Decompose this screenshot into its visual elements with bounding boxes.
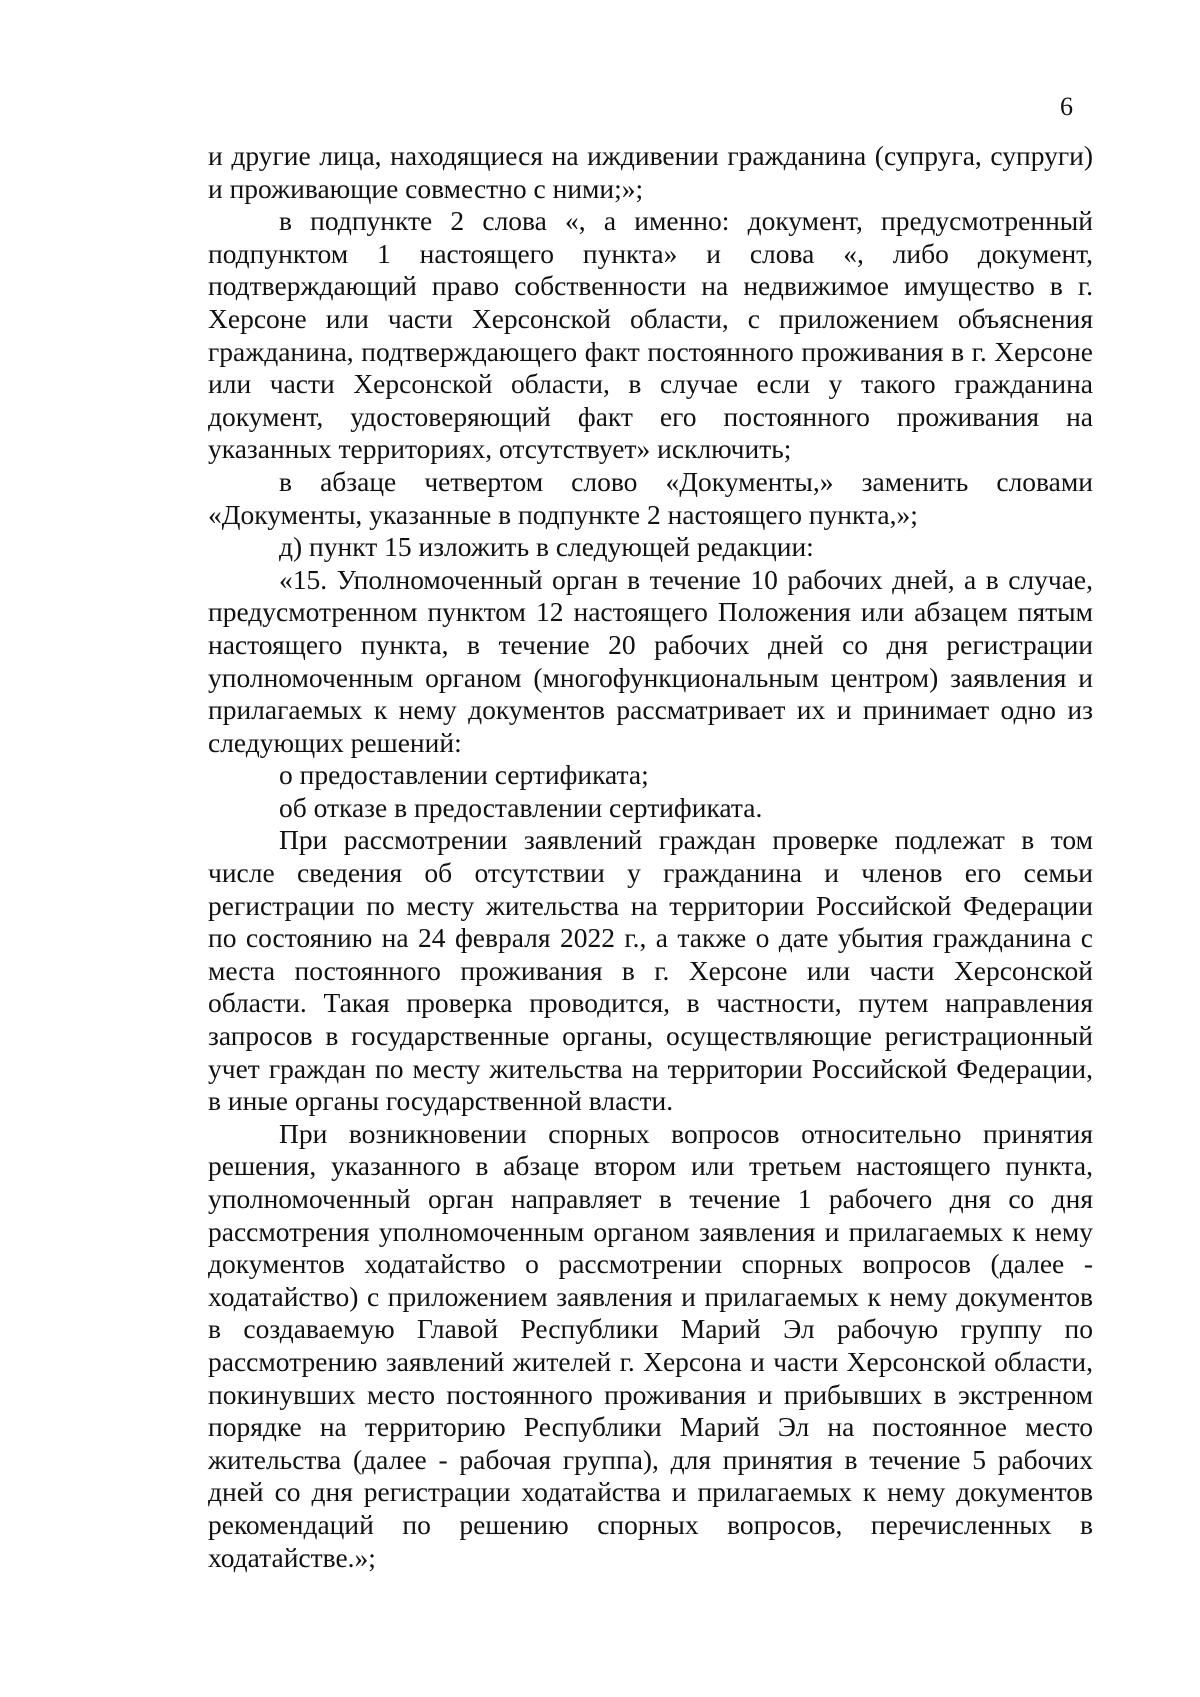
paragraph-fourth-abzac: в абзаце четвертом слово «Документы,» заменить словами «Документы, указанные в подпункте 2 настоящего пункта,»; [208,465,1093,530]
paragraph-subpoint-2: в подпункте 2 слова «, а именно: документ, предусмотренный подпунктом 1 настоящего пункта» и слова «, либо документ, подтверждающий право собственности на недвижимое имущество в г. Херсоне или части Херсонской области, с приложением объяснения гражданина, подтверждающего факт постоянного проживания в г. Херсоне или части Херсонской области, в случае если у такого гражданина документ, удостоверяющий факт его постоянного проживания на указанных территориях, отсутствует» исключить; [208,205,1093,465]
paragraph-disputes: При возникновении спорных вопросов относительно принятия решения, указанного в абзаце втором или третьем настоящего пункта, уполномоченный орган направляет в течение 1 рабочего дня со дня рассмотрения уполномоченным органом заявления и прилагаемых к нему документов ходатайство о рассмотрении спорных вопросов (далее - ходатайство) с приложением заявления и прилагаемых к нему документов в создаваемую Главой Республики Марий Эл рабочую группу по рассмотрению заявлений жителей г. Херсона и части Херсонской области, покинувших место постоянного проживания и прибывших в экстренном порядке на территорию Республики Марий Эл на постоянное место жительства (далее - рабочая группа), для принятия в течение 5 рабочих дней со дня регистрации ходатайства и прилагаемых к нему документов рекомендаций по решению спорных вопросов, перечисленных в ходатайстве.»; [208,1117,1093,1573]
paragraph-verification: При рассмотрении заявлений граждан проверке подлежат в том числе сведения об отсутствии у гражданина и членов его семьи регистрации по месту жительства на территории Российской Федерации по состоянию на 24 февраля 2022 г., а также о дате убытия гражданина с места постоянного проживания в г. Херсоне или части Херсонской области. Такая проверка проводится, в частности, путем направления запросов в государственные органы, осуществляющие регистрационный учет граждан по месту жительства на территории Российской Федерации, в иные органы государственной власти. [208,824,1093,1117]
paragraph-point-15-intro: д) пункт 15 изложить в следующей редакции: [279,531,814,563]
page-number: 6 [1060,92,1073,121]
paragraph-grant-decision: о предоставлении сертификата; [279,759,649,791]
document-body [208,140,1093,1574]
paragraph-refusal-decision: об отказе в предоставлении сертификата. [279,791,763,823]
paragraph-dependents: и другие лица, находящиеся на иждивении гражданина (супруга, супруги) и проживающие совместно с ними;»; [208,140,1093,204]
paragraph-point-15: «15. Уполномоченный орган в течение 10 рабочих дней, а в случае, предусмотренном пунктом 12 настоящего Положения или абзацем пятым настоящего пункта, в течение 20 рабочих дней со дня регистрации уполномоченным органом (многофункциональным центром) заявления и прилагаемых к нему документов рассматривает их и принимает одно из следующих решений: [208,563,1093,758]
